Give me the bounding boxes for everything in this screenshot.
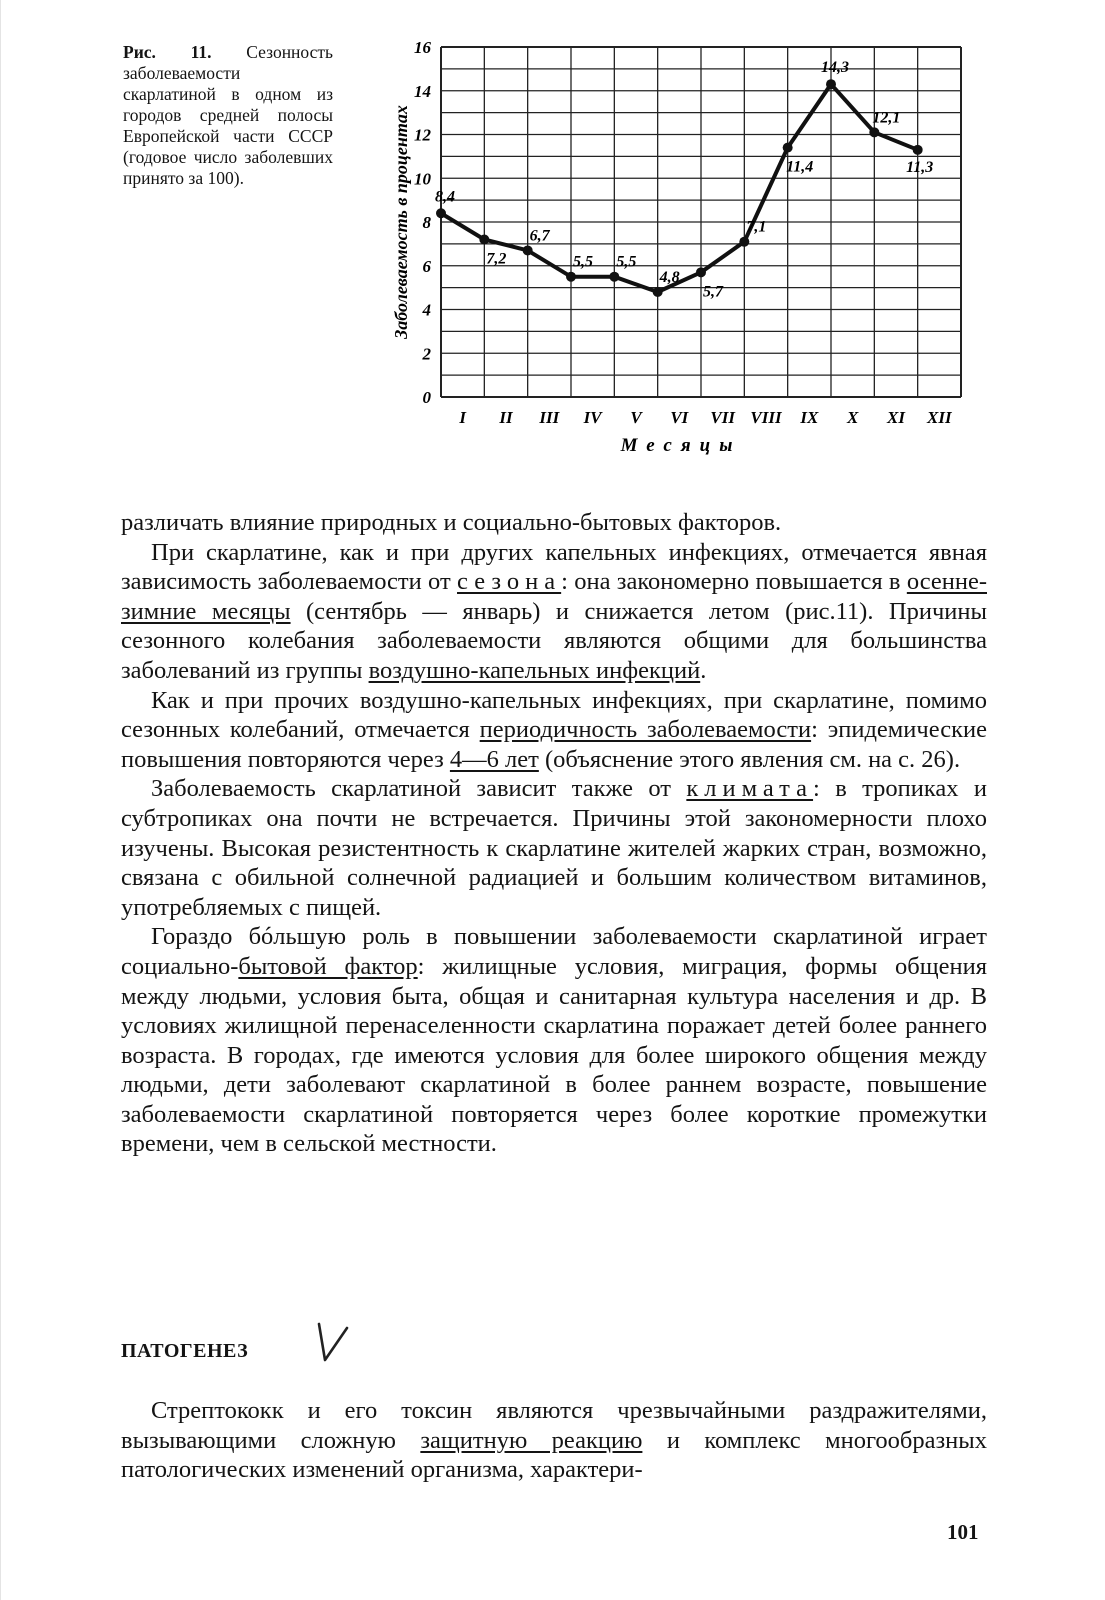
- x-tick-label: III: [539, 408, 560, 427]
- page-number: 101: [947, 1520, 979, 1544]
- emphasis-protective-reaction: защитную реакцию: [420, 1426, 643, 1454]
- data-point: [913, 145, 923, 155]
- data-label: 5,7: [703, 283, 723, 301]
- y-tick-label: 14: [414, 81, 431, 101]
- data-point: [436, 208, 446, 218]
- paragraph-3: Заболеваемость скарлатиной зависит также от климата: в тропиках и субтропиках она почти не встречается. Причины этой закономерности плохо изучены. Высокая резистентность к скарлатине жителей жарких стран, возможно, связана с обильной солнечной радиацией и большим количеством витаминов, употребляемых с пищей.: [121, 775, 987, 921]
- data-point: [739, 237, 749, 247]
- data-label: 7,2: [486, 250, 507, 268]
- y-axis-title: Заболеваемость в процентах: [391, 105, 411, 339]
- y-tick-label: 12: [414, 125, 431, 145]
- emphasis-airborne: воздушно-капельных инфекций: [368, 656, 701, 684]
- data-label: 5,5: [616, 253, 637, 271]
- emphasis-climate: климата: [686, 775, 814, 803]
- section-heading: ПАТОГЕНЕЗ: [121, 1340, 249, 1362]
- data-label: 6,7: [529, 227, 550, 245]
- handwritten-check-icon: [315, 1318, 351, 1364]
- data-label: 14,3: [821, 59, 849, 77]
- data-point: [826, 79, 836, 89]
- pathogenesis-text: [121, 1396, 987, 1485]
- paragraph-1: При скарлатине, как и при других капельных инфекциях, отмечается явная зависимость заболеваемости от сезона: она закономерно повышается в осенне-зимние месяцы (сентябрь — январь) и снижается летом (рис.11). Причины сезонного колебания заболеваемости являются общими для большинства заболеваний из группы воздушно-капельных инфекций.: [121, 538, 987, 684]
- x-tick-label: II: [499, 408, 513, 427]
- x-tick-label: IX: [800, 408, 819, 427]
- data-point: [479, 235, 489, 245]
- body-text: [121, 508, 987, 1159]
- x-tick-label: VIII: [750, 408, 782, 427]
- data-point: [653, 287, 663, 297]
- chart-svg: [381, 32, 981, 472]
- data-point: [783, 143, 793, 153]
- data-point: [696, 267, 706, 277]
- x-tick-label: VI: [670, 408, 689, 427]
- data-label: 12,1: [872, 109, 901, 127]
- emphasis-social-factor: бытовой фактор: [238, 952, 418, 980]
- y-tick-label: 0: [422, 388, 431, 407]
- emphasis-years: 4—6 лет: [449, 745, 539, 773]
- x-tick-label: I: [459, 408, 466, 427]
- y-tick-label: 10: [414, 169, 431, 189]
- y-tick-label: 6: [422, 256, 431, 276]
- emphasis-autumn-winter: осенне-зимние месяцы: [121, 568, 987, 625]
- paragraph-5: Стрептококк и его токсин являются чрезвычайными раздражителями, вызывающими сложную защитную реакцию и комплекс многообразных патологических изменений организма, характери-: [121, 1397, 987, 1484]
- emphasis-season: сезона: [457, 568, 562, 596]
- paragraph-0: различать влияние природных и социально-бытовых факторов.: [121, 509, 782, 536]
- paragraph-4: Гораздо бóльшую роль в повышении заболеваемости скарлатиной играет социально-бытовой фактор: жилищные условия, миграция, формы общения между людьми, условия быта, общая и санитарная культура населения и др. В условиях жилищной перенаселенности скарлатина поражает детей более раннего возраста. В городах, где имеются условия для более широкого общения между людьми, дети заболевают скарлатиной в более раннем возрасте, повышение заболеваемости скарлатиной повторяется через более короткие промежутки времени, чем в сельской местности.: [121, 923, 987, 1158]
- data-label: 8,4: [435, 188, 455, 206]
- y-tick-label: 16: [414, 38, 431, 57]
- data-point: [523, 245, 533, 255]
- paragraph-2: Как и при прочих воздушно-капельных инфекциях, при скарлатине, помимо сезонных колебаний, отмечается периодичность заболеваемости: эпидемические повышения повторяются через 4—6 лет (объяснение этого явления см. на с. 26).: [121, 686, 987, 773]
- seasonality-chart: [381, 32, 981, 472]
- data-point: [609, 272, 619, 282]
- data-label: 4,8: [659, 269, 680, 286]
- x-tick-label: XI: [887, 408, 905, 427]
- y-tick-label: 2: [422, 344, 431, 364]
- y-tick-label: 4: [422, 300, 431, 320]
- figure-caption: [123, 42, 333, 189]
- x-axis-title: Месяцы: [620, 435, 742, 456]
- x-tick-label: VII: [710, 408, 735, 427]
- data-label: 11,4: [786, 158, 814, 176]
- x-tick-label: XII: [927, 408, 952, 427]
- data-label: 5,5: [573, 253, 593, 271]
- series-line: [441, 84, 918, 292]
- figure-label: Рис. 11.: [123, 42, 212, 62]
- data-label: 7,1: [746, 218, 767, 236]
- emphasis-periodicity: периодичность заболеваемости: [479, 716, 812, 744]
- data-point: [566, 272, 576, 282]
- x-tick-label: IV: [583, 408, 602, 427]
- figure-caption-text: Сезонность заболеваемости скарлатиной в одном из городов средней полосы Европейской части СССР (годовое число заболевших принято за 100).: [123, 42, 334, 188]
- data-point: [869, 127, 879, 137]
- data-label: 11,3: [906, 158, 934, 176]
- y-tick-label: 8: [422, 213, 431, 232]
- x-tick-label: X: [846, 408, 859, 427]
- x-tick-label: V: [630, 408, 642, 427]
